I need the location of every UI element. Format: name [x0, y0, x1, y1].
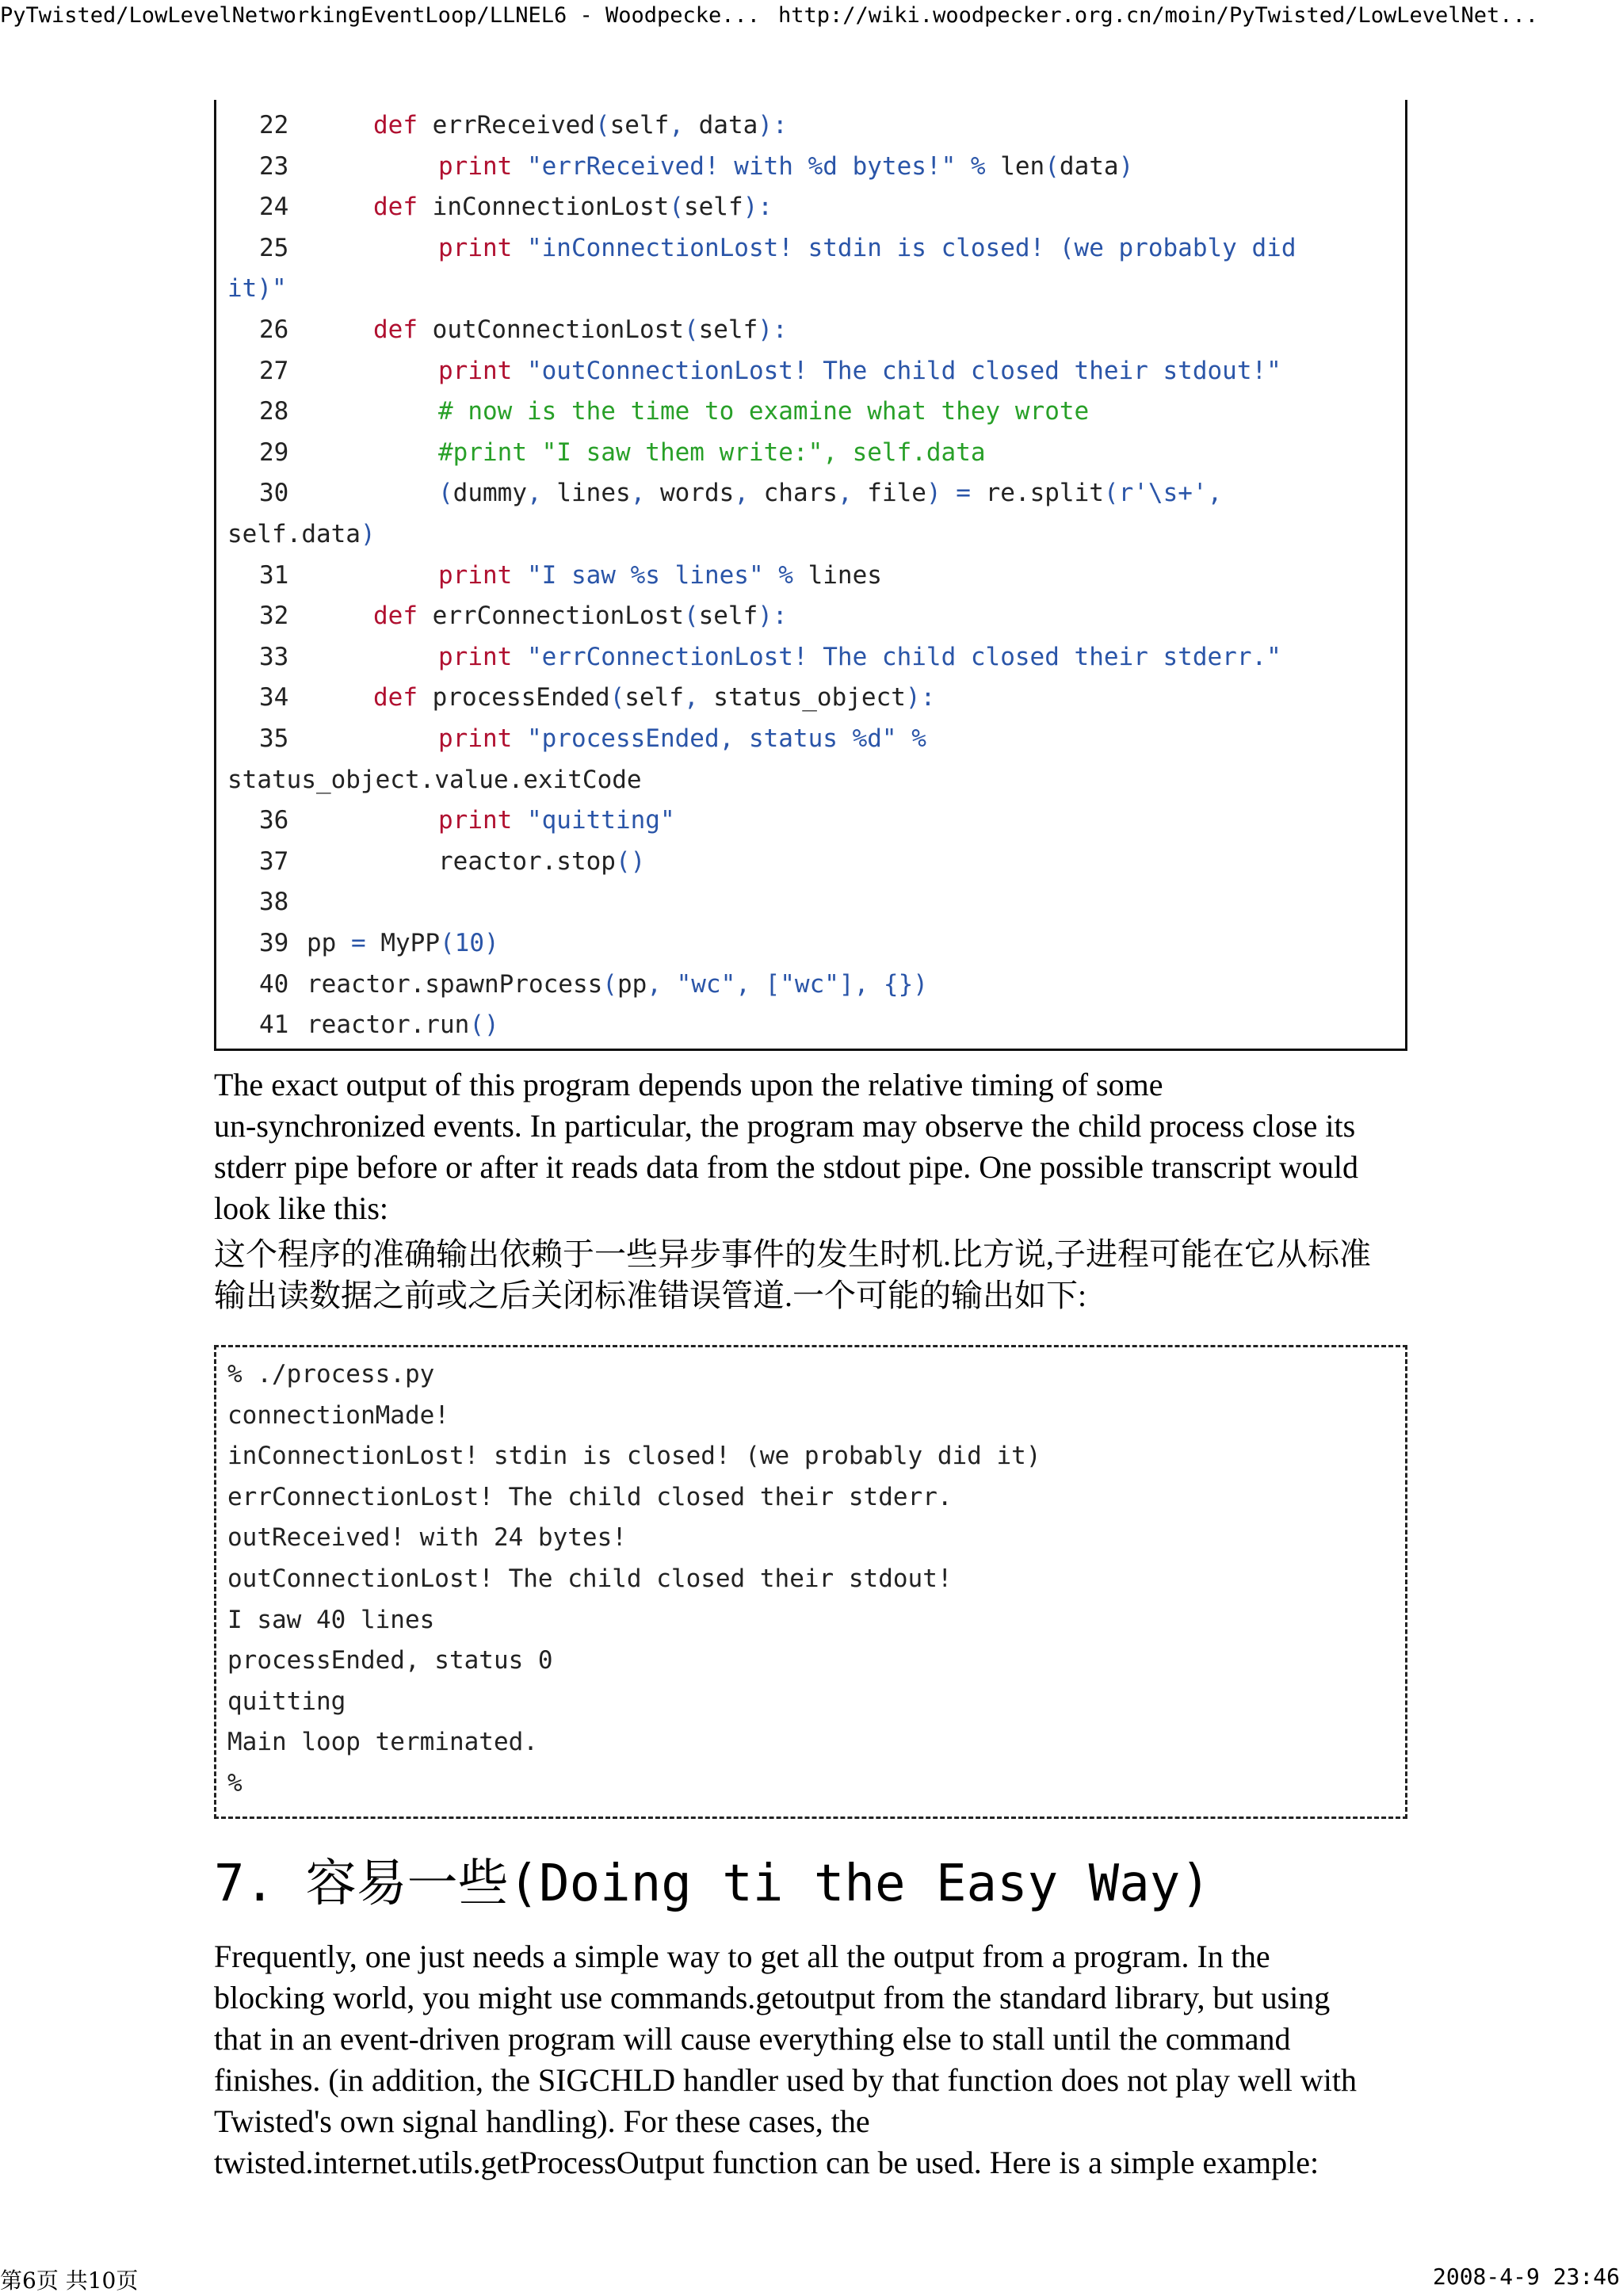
code-text: print "errConnectionLost! The child closed their stderr." [438, 642, 1281, 671]
code-text: print "inConnectionLost! stdin is closed! (we probably did [438, 233, 1296, 262]
code-text: print "processEnded, status %d" % [438, 724, 926, 753]
output-line: Main loop terminated. [227, 1728, 538, 1757]
text-line: stderr pipe before or after it reads data from the stdout pipe. One possible transcript would [214, 1149, 1359, 1185]
page-header [0, 0, 1623, 35]
line-number: 41 [259, 1010, 289, 1040]
paragraph-output-description-cn [214, 1234, 1419, 1316]
header-url: http://wiki.woodpecker.org.cn/moin/PyTwisted/LowLevelNet... [778, 3, 1539, 28]
line-number: 37 [259, 846, 289, 876]
text-line: look like this: [214, 1190, 388, 1226]
code-text: print "errReceived! with %d bytes!" % len(data) [438, 151, 1134, 181]
text-line: finishes. (in addition, the SIGCHLD handler used by that function does not play well with [214, 2062, 1357, 2098]
code-text: (dummy, lines, words, chars, file) = re.split(r'\s+', [438, 479, 1223, 508]
code-text: def processEnded(self, status_object): [373, 683, 936, 712]
output-line: outReceived! with 24 bytes! [227, 1523, 627, 1553]
text-line: 这个程序的准确输出依赖于一些异步事件的发生时机.比方说,子进程可能在它从标准 [214, 1236, 1371, 1272]
line-number: 38 [259, 888, 289, 917]
code-text: #print "I saw them write:", self.data [438, 437, 986, 467]
line-number: 28 [259, 397, 289, 426]
line-number: 36 [259, 806, 289, 835]
code-text: def outConnectionLost(self): [373, 315, 788, 344]
code-text: pp = MyPP(10) [307, 929, 499, 957]
output-transcript-block [214, 1345, 1407, 1819]
text-line: twisted.internet.utils.getProcessOutput function can be used. Here is a simple example: [214, 2145, 1319, 2180]
line-number: 25 [259, 233, 289, 262]
code-text: it)" [227, 274, 287, 304]
line-number: 26 [259, 315, 289, 344]
code-text: print "quitting" [438, 806, 675, 835]
code-text: status_object.value.exitCode [227, 765, 642, 794]
code-text: def errReceived(self, data): [373, 111, 788, 139]
line-number: 32 [259, 602, 289, 631]
code-text: self.data) [227, 520, 376, 548]
text-line: blocking world, you might use commands.getoutput from the standard library, but using [214, 1980, 1331, 2015]
line-number: 23 [259, 151, 289, 181]
text-line: 输出读数据之前或之后关闭标准错误管道.一个可能的输出如下: [214, 1278, 1087, 1313]
code-text: reactor.run() [307, 1010, 499, 1040]
line-number: 35 [259, 724, 289, 753]
text-line: un-synchronized events. In particular, the program may observe the child process close its [214, 1108, 1356, 1144]
code-text: def errConnectionLost(self): [373, 602, 788, 631]
line-number: 34 [259, 683, 289, 712]
line-number: 24 [259, 193, 289, 222]
line-number: 33 [259, 642, 289, 671]
output-line: % ./process.py [227, 1360, 435, 1389]
code-text: # now is the time to examine what they wrote [438, 397, 1090, 426]
header-title: PyTwisted/LowLevelNetworkingEventLoop/LLNEL6 - Woodpecke... [0, 3, 761, 28]
code-text: def inConnectionLost(self): [373, 193, 773, 222]
output-line: connectionMade! [227, 1400, 449, 1430]
text-line: Frequently, one just needs a simple way to get all the output from a program. In the [214, 1939, 1270, 1974]
text-line: that in an event-driven program will cause everything else to stall until the command [214, 2021, 1291, 2057]
page-number: 第6页 共10页 [0, 2267, 139, 2294]
text-line: The exact output of this program depends upon the relative timing of some [214, 1067, 1163, 1102]
code-text: print "outConnectionLost! The child closed their stdout!" [438, 356, 1281, 385]
code-block [214, 100, 1407, 1051]
page-footer [0, 2260, 1623, 2292]
text-line: Twisted's own signal handling). For these cases, the [214, 2103, 870, 2139]
paragraph-output-description [214, 1064, 1419, 1229]
output-line: % [227, 1769, 242, 1797]
output-line: I saw 40 lines [227, 1605, 435, 1634]
code-text: print "I saw %s lines" % lines [438, 560, 882, 590]
output-line: quitting [227, 1687, 346, 1716]
code-text: reactor.stop() [438, 846, 646, 876]
code-text: reactor.spawnProcess(pp, "wc", ["wc"], {}) [307, 969, 928, 999]
output-line: errConnectionLost! The child closed their stderr. [227, 1482, 953, 1511]
line-number: 27 [259, 356, 289, 385]
section-heading: 7. 容易一些(Doing ti the Easy Way) [214, 1855, 1211, 1913]
output-line: processEnded, status 0 [227, 1646, 553, 1675]
print-timestamp: 2008-4-9 23:46 [1432, 2264, 1620, 2290]
line-number: 30 [259, 479, 289, 508]
output-line: inConnectionLost! stdin is closed! (we probably did it) [227, 1442, 1041, 1471]
line-number: 31 [259, 560, 289, 590]
line-number: 29 [259, 437, 289, 467]
line-number: 40 [259, 969, 289, 999]
line-number: 39 [259, 929, 289, 957]
line-number: 22 [259, 111, 289, 139]
output-line: outConnectionLost! The child closed their stdout! [227, 1564, 953, 1593]
paragraph-easy-way [214, 1936, 1419, 2183]
